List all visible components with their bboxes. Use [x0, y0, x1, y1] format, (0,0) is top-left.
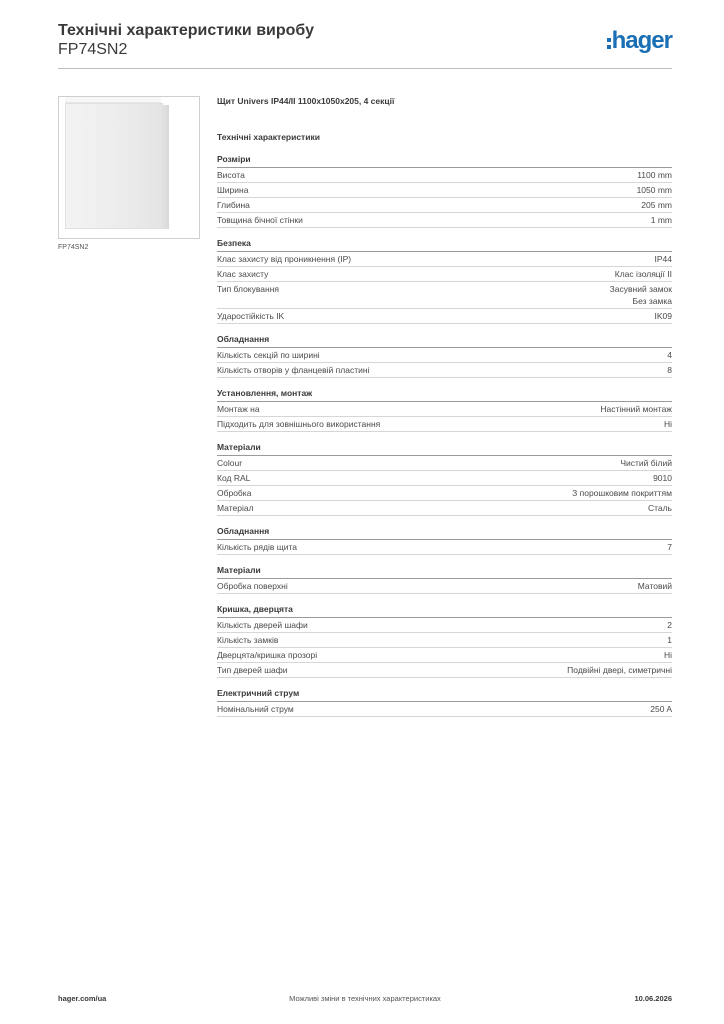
- footer-note: Можливі зміни в технічних характеристиках: [289, 994, 441, 1003]
- spec-value: 1 mm: [650, 215, 672, 225]
- spec-value: 2: [667, 620, 672, 630]
- spec-label: Монтаж на: [217, 404, 260, 414]
- spec-label: Клас захисту: [217, 269, 269, 279]
- spec-row: [217, 198, 672, 213]
- spec-value: З порошковим покриттям: [572, 488, 672, 498]
- spec-group: [217, 236, 672, 324]
- spec-value: 7: [667, 542, 672, 552]
- spec-label: Підходить для зовнішнього використання: [217, 419, 381, 429]
- cabinet-front: [65, 103, 163, 229]
- spec-groups: [217, 152, 672, 717]
- spec-value: 1050 mm: [636, 185, 672, 195]
- spec-row: [217, 702, 672, 717]
- spec-label: Кількість замків: [217, 635, 279, 645]
- spec-label: Висота: [217, 170, 245, 180]
- spec-value: 1100 mm: [637, 170, 672, 180]
- spec-value: Засувний замок Без замка: [609, 284, 672, 306]
- spec-label: Клас захисту від проникнення (IP): [217, 254, 352, 264]
- spec-group: [217, 152, 672, 228]
- spec-group-title: Кришка, дверцята: [217, 602, 672, 618]
- spec-row: [217, 309, 672, 324]
- page-header: [58, 22, 672, 68]
- spec-value: Ні: [663, 419, 672, 429]
- spec-row: [217, 486, 672, 501]
- spec-row: [217, 213, 672, 228]
- spec-row: [217, 648, 672, 663]
- spec-row: [217, 348, 672, 363]
- spec-value: 4: [667, 350, 672, 360]
- spec-value: 8: [667, 365, 672, 375]
- spec-label: Тип блокування: [217, 284, 280, 294]
- spec-label: Номінальний струм: [217, 704, 294, 714]
- product-name: Щит Univers IP44/II 1100x1050x205, 4 секції: [217, 96, 395, 106]
- spec-value: Настінний монтаж: [600, 404, 672, 414]
- spec-row: [217, 363, 672, 378]
- spec-row: [217, 633, 672, 648]
- spec-group-title: Обладнання: [217, 332, 672, 348]
- footer-website[interactable]: hager.com/ua: [58, 994, 107, 1003]
- product-image-caption: FP74SN2: [58, 244, 89, 251]
- spec-row: [217, 540, 672, 555]
- spec-value: Матовий: [637, 581, 672, 591]
- cabinet-side: [163, 105, 169, 229]
- spec-label: Дверцята/кришка прозорі: [217, 650, 318, 660]
- spec-group-title: Обладнання: [217, 524, 672, 540]
- spec-label: Глибина: [217, 200, 250, 210]
- spec-label: Обробка: [217, 488, 252, 498]
- spec-value: Чистий білий: [620, 458, 672, 468]
- spec-row: [217, 663, 672, 678]
- spec-label: Обробка поверхні: [217, 581, 288, 591]
- spec-value: 250 A: [650, 704, 672, 714]
- spec-group-title: Безпека: [217, 236, 672, 252]
- header-divider: [58, 68, 672, 69]
- product-reference: FP74SN2: [58, 41, 128, 58]
- spec-value: Ні: [663, 650, 672, 660]
- spec-label: Кількість дверей шафи: [217, 620, 308, 630]
- spec-label: Кількість секцій по ширині: [217, 350, 320, 360]
- product-image: [58, 96, 200, 239]
- spec-value: 205 mm: [641, 200, 672, 210]
- spec-group: [217, 440, 672, 516]
- spec-group: [217, 602, 672, 678]
- spec-value: IK09: [654, 311, 672, 321]
- spec-group-title: Електричний струм: [217, 686, 672, 702]
- spec-label: Кількість рядів щита: [217, 542, 297, 552]
- spec-label: Ударостійкість IK: [217, 311, 285, 321]
- spec-row: [217, 267, 672, 282]
- spec-label: Код RAL: [217, 473, 251, 483]
- spec-label: Кількість отворів у фланцевій пластині: [217, 365, 370, 375]
- spec-group-title: Установлення, монтаж: [217, 386, 672, 402]
- spec-row: [217, 417, 672, 432]
- spec-group: [217, 332, 672, 378]
- spec-label: Товщина бічної стінки: [217, 215, 303, 225]
- spec-row: [217, 579, 672, 594]
- hager-logo: [607, 28, 672, 54]
- spec-value: Подвійні двері, симетричні: [567, 665, 672, 675]
- page-title: Технічні характеристики виробу: [58, 22, 314, 39]
- spec-label: Ширина: [217, 185, 249, 195]
- spec-row: [217, 282, 672, 309]
- spec-label: Тип дверей шафи: [217, 665, 288, 675]
- spec-section-title: Технічні характеристики: [217, 132, 320, 142]
- logo-text: hager: [611, 27, 672, 54]
- spec-group-title: Матеріали: [217, 440, 672, 456]
- spec-group-title: Розміри: [217, 152, 672, 168]
- spec-value: Клас ізоляції II: [614, 269, 672, 279]
- spec-row: [217, 252, 672, 267]
- spec-content: [217, 94, 672, 717]
- spec-group: [217, 563, 672, 594]
- spec-row: [217, 501, 672, 516]
- spec-group: [217, 524, 672, 555]
- spec-label: Матеріал: [217, 503, 254, 513]
- spec-value: 9010: [653, 473, 672, 483]
- spec-row: [217, 471, 672, 486]
- logo-dots-icon: [607, 38, 611, 49]
- spec-group: [217, 386, 672, 432]
- footer-date: 10.06.2026: [634, 994, 672, 1003]
- spec-value: 1: [667, 635, 672, 645]
- spec-group-title: Матеріали: [217, 563, 672, 579]
- spec-group: [217, 686, 672, 717]
- spec-row: [217, 183, 672, 198]
- spec-row: [217, 456, 672, 471]
- spec-value: Сталь: [647, 503, 672, 513]
- spec-row: [217, 168, 672, 183]
- spec-row: [217, 618, 672, 633]
- page-footer: [58, 994, 672, 1008]
- spec-value: IP44: [654, 254, 672, 264]
- spec-label: Colour: [217, 458, 243, 468]
- spec-row: [217, 402, 672, 417]
